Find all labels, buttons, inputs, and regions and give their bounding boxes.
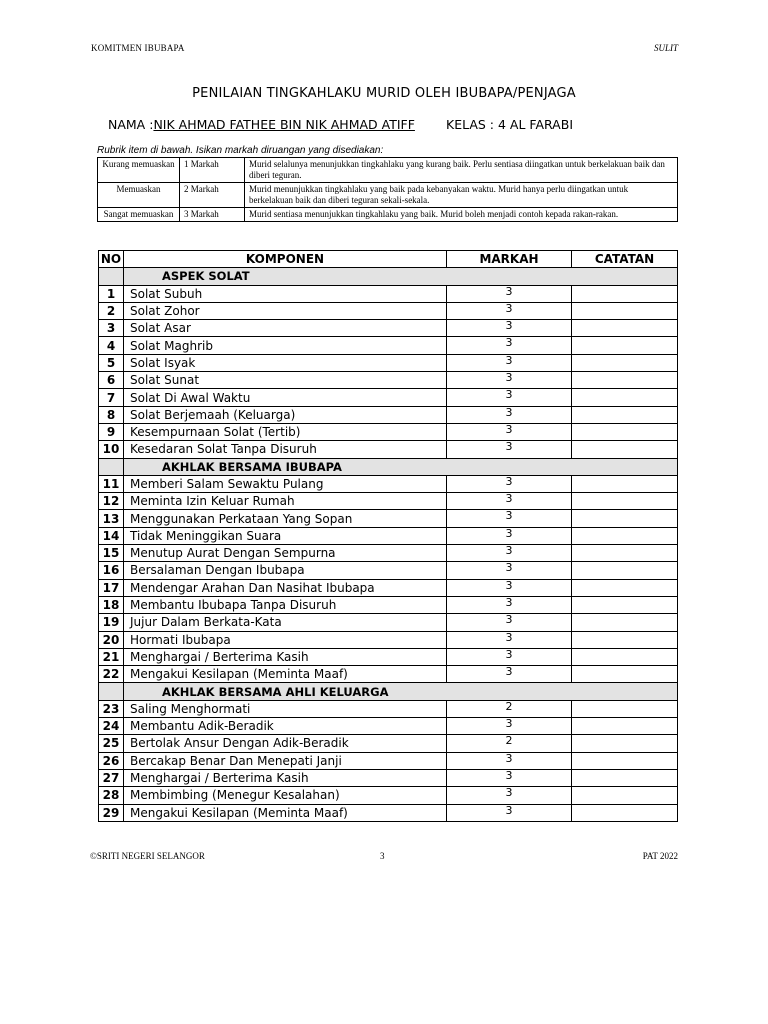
- item-mark[interactable]: 3: [447, 372, 572, 389]
- section-title: AKHLAK BERSAMA IBUBAPA: [124, 458, 678, 475]
- item-number: 27: [99, 769, 124, 786]
- item-mark[interactable]: 3: [447, 562, 572, 579]
- footer-left: ©SRITI NEGERI SELANGOR: [90, 851, 205, 861]
- item-number: 3: [99, 320, 124, 337]
- item-mark[interactable]: 3: [447, 596, 572, 613]
- item-number: 6: [99, 372, 124, 389]
- item-number: 9: [99, 423, 124, 440]
- table-row: [99, 769, 678, 786]
- item-number: 14: [99, 527, 124, 544]
- item-mark[interactable]: 3: [447, 769, 572, 786]
- item-note[interactable]: [572, 493, 678, 510]
- item-component: Menggunakan Perkataan Yang Sopan: [124, 510, 447, 527]
- item-component: Bertolak Ansur Dengan Adik-Beradik: [124, 735, 447, 752]
- item-number: 4: [99, 337, 124, 354]
- item-mark[interactable]: 3: [447, 354, 572, 371]
- item-component: Mendengar Arahan Dan Nasihat Ibubapa: [124, 579, 447, 596]
- section-row: [99, 458, 678, 475]
- item-component: Kesempurnaan Solat (Tertib): [124, 423, 447, 440]
- item-note[interactable]: [572, 406, 678, 423]
- item-number: 18: [99, 596, 124, 613]
- item-note[interactable]: [572, 787, 678, 804]
- item-mark[interactable]: 3: [447, 285, 572, 302]
- item-number: 24: [99, 718, 124, 735]
- item-number: 7: [99, 389, 124, 406]
- section-no-cell: [99, 458, 124, 475]
- table-row: [99, 614, 678, 631]
- item-mark[interactable]: 3: [447, 804, 572, 821]
- item-number: 28: [99, 787, 124, 804]
- rubric-table: [97, 157, 678, 222]
- item-mark[interactable]: 3: [447, 752, 572, 769]
- item-note[interactable]: [572, 752, 678, 769]
- item-note[interactable]: [572, 579, 678, 596]
- item-number: 22: [99, 666, 124, 683]
- table-row: [99, 475, 678, 492]
- item-note[interactable]: [572, 769, 678, 786]
- item-note[interactable]: [572, 735, 678, 752]
- item-mark[interactable]: 3: [447, 493, 572, 510]
- section-no-cell: [99, 683, 124, 700]
- item-mark[interactable]: 3: [447, 648, 572, 665]
- item-number: 15: [99, 545, 124, 562]
- item-mark[interactable]: 3: [447, 718, 572, 735]
- table-row: [99, 545, 678, 562]
- table-row: [99, 493, 678, 510]
- item-mark[interactable]: 3: [447, 441, 572, 458]
- item-component: Solat Zohor: [124, 302, 447, 319]
- header-no: NO: [99, 251, 124, 268]
- section-no-cell: [99, 268, 124, 285]
- item-note[interactable]: [572, 475, 678, 492]
- student-name-row: [108, 117, 415, 132]
- rubric-level: Sangat memuaskan: [98, 208, 180, 222]
- header-mark: MARKAH: [447, 251, 572, 268]
- table-row: [99, 579, 678, 596]
- item-component: Solat Subuh: [124, 285, 447, 302]
- item-mark[interactable]: 3: [447, 510, 572, 527]
- item-component: Solat Sunat: [124, 372, 447, 389]
- section-row: [99, 268, 678, 285]
- item-mark[interactable]: 2: [447, 735, 572, 752]
- item-number: 25: [99, 735, 124, 752]
- item-number: 8: [99, 406, 124, 423]
- table-row: [99, 372, 678, 389]
- item-number: 19: [99, 614, 124, 631]
- item-number: 13: [99, 510, 124, 527]
- item-component: Solat Berjemaah (Keluarga): [124, 406, 447, 423]
- item-number: 1: [99, 285, 124, 302]
- item-mark[interactable]: 3: [447, 320, 572, 337]
- item-note[interactable]: [572, 372, 678, 389]
- table-row: [99, 648, 678, 665]
- table-row: [99, 285, 678, 302]
- table-row: [99, 302, 678, 319]
- item-note[interactable]: [572, 648, 678, 665]
- item-mark[interactable]: 3: [447, 545, 572, 562]
- item-note[interactable]: [572, 320, 678, 337]
- item-mark[interactable]: 3: [447, 302, 572, 319]
- student-class-row: [446, 117, 573, 132]
- item-component: Menutup Aurat Dengan Sempurna: [124, 545, 447, 562]
- table-row: [99, 527, 678, 544]
- section-title: AKHLAK BERSAMA AHLI KELUARGA: [124, 683, 678, 700]
- table-row: [99, 441, 678, 458]
- item-number: 12: [99, 493, 124, 510]
- name-label: NAMA :: [108, 117, 154, 132]
- item-note[interactable]: [572, 285, 678, 302]
- table-row: [99, 700, 678, 717]
- section-row: [99, 683, 678, 700]
- item-number: 26: [99, 752, 124, 769]
- rubric-row: [98, 158, 678, 183]
- table-row: [99, 320, 678, 337]
- item-component: Meminta Izin Keluar Rumah: [124, 493, 447, 510]
- item-note[interactable]: [572, 718, 678, 735]
- assessment-table: [98, 250, 678, 822]
- item-component: Tidak Meninggikan Suara: [124, 527, 447, 544]
- item-note[interactable]: [572, 700, 678, 717]
- item-component: Menghargai / Berterima Kasih: [124, 648, 447, 665]
- header-component: KOMPONEN: [124, 251, 447, 268]
- table-row: [99, 510, 678, 527]
- item-note[interactable]: [572, 302, 678, 319]
- rubric-row: [98, 183, 678, 208]
- item-note[interactable]: [572, 337, 678, 354]
- table-header-row: [99, 251, 678, 268]
- item-component: Bercakap Benar Dan Menepati Janji: [124, 752, 447, 769]
- table-row: [99, 389, 678, 406]
- item-note[interactable]: [572, 545, 678, 562]
- item-note[interactable]: [572, 527, 678, 544]
- item-note[interactable]: [572, 562, 678, 579]
- student-class: 4 AL FARABI: [498, 117, 573, 132]
- item-number: 5: [99, 354, 124, 371]
- item-component: Solat Di Awal Waktu: [124, 389, 447, 406]
- item-note[interactable]: [572, 354, 678, 371]
- item-number: 21: [99, 648, 124, 665]
- item-number: 20: [99, 631, 124, 648]
- item-mark[interactable]: 3: [447, 666, 572, 683]
- student-name: NIK AHMAD FATHEE BIN NIK AHMAD ATIFF: [153, 117, 415, 132]
- class-label: KELAS :: [446, 117, 498, 132]
- rubric-mark: 3 Markah: [180, 208, 245, 222]
- document-title: PENILAIAN TINGKAHLAKU MURID OLEH IBUBAPA/PENJAGA: [192, 86, 576, 101]
- table-row: [99, 596, 678, 613]
- table-row: [99, 562, 678, 579]
- item-component: Saling Menghormati: [124, 700, 447, 717]
- header-left: KOMITMEN IBUBAPA: [91, 43, 185, 53]
- item-number: 29: [99, 804, 124, 821]
- rubric-level: Memuaskan: [98, 183, 180, 208]
- section-title: ASPEK SOLAT: [124, 268, 678, 285]
- table-row: [99, 354, 678, 371]
- item-mark[interactable]: 3: [447, 579, 572, 596]
- item-component: Jujur Dalam Berkata-Kata: [124, 614, 447, 631]
- table-row: [99, 423, 678, 440]
- item-number: 11: [99, 475, 124, 492]
- item-number: 2: [99, 302, 124, 319]
- item-component: Menghargai / Berterima Kasih: [124, 769, 447, 786]
- item-mark[interactable]: 3: [447, 527, 572, 544]
- item-mark[interactable]: 3: [447, 337, 572, 354]
- item-number: 16: [99, 562, 124, 579]
- item-component: Solat Maghrib: [124, 337, 447, 354]
- item-mark[interactable]: 3: [447, 406, 572, 423]
- table-row: [99, 752, 678, 769]
- rubric-description: Murid menunjukkan tingkahlaku yang baik pada kebanyakan waktu. Murid hanya perlu diingatkan untuk berkelakuan baik dan diberi teguran sekali-sekala.: [245, 183, 678, 208]
- item-note[interactable]: [572, 614, 678, 631]
- table-row: [99, 406, 678, 423]
- header-note: CATATAN: [572, 251, 678, 268]
- item-component: Kesedaran Solat Tanpa Disuruh: [124, 441, 447, 458]
- item-component: Membantu Ibubapa Tanpa Disuruh: [124, 596, 447, 613]
- item-note[interactable]: [572, 596, 678, 613]
- item-mark[interactable]: 3: [447, 423, 572, 440]
- rubric-description: Murid selalunya menunjukkan tingkahlaku yang kurang baik. Perlu sentiasa diingatkan untuk berkelakuan baik dan diberi teguran.: [245, 158, 678, 183]
- item-note[interactable]: [572, 423, 678, 440]
- item-number: 23: [99, 700, 124, 717]
- table-row: [99, 735, 678, 752]
- item-component: Mengakui Kesilapan (Meminta Maaf): [124, 804, 447, 821]
- rubric-row: [98, 208, 678, 222]
- item-component: Solat Isyak: [124, 354, 447, 371]
- item-mark[interactable]: 3: [447, 614, 572, 631]
- item-component: Bersalaman Dengan Ibubapa: [124, 562, 447, 579]
- item-note[interactable]: [572, 631, 678, 648]
- table-row: [99, 718, 678, 735]
- item-note[interactable]: [572, 441, 678, 458]
- item-note[interactable]: [572, 389, 678, 406]
- item-component: Hormati Ibubapa: [124, 631, 447, 648]
- item-mark[interactable]: 3: [447, 787, 572, 804]
- item-note[interactable]: [572, 510, 678, 527]
- rubric-mark: 2 Markah: [180, 183, 245, 208]
- table-row: [99, 666, 678, 683]
- table-row: [99, 337, 678, 354]
- item-mark[interactable]: 3: [447, 475, 572, 492]
- item-component: Membantu Adik-Beradik: [124, 718, 447, 735]
- item-component: Memberi Salam Sewaktu Pulang: [124, 475, 447, 492]
- item-number: 17: [99, 579, 124, 596]
- table-row: [99, 804, 678, 821]
- rubric-description: Murid sentiasa menunjukkan tingkahlaku yang baik. Murid boleh menjadi contoh kepada rakan-rakan.: [245, 208, 678, 222]
- item-note[interactable]: [572, 804, 678, 821]
- item-mark[interactable]: 3: [447, 389, 572, 406]
- rubric-note: Rubrik item di bawah. Isikan markah diruangan yang disediakan:: [97, 145, 384, 156]
- item-mark[interactable]: 3: [447, 631, 572, 648]
- table-row: [99, 787, 678, 804]
- item-component: Solat Asar: [124, 320, 447, 337]
- rubric-level: Kurang memuaskan: [98, 158, 180, 183]
- item-number: 10: [99, 441, 124, 458]
- footer-page-number: 3: [380, 851, 385, 861]
- item-mark[interactable]: 2: [447, 700, 572, 717]
- item-component: Mengakui Kesilapan (Meminta Maaf): [124, 666, 447, 683]
- header-right: SULIT: [653, 43, 678, 53]
- rubric-mark: 1 Markah: [180, 158, 245, 183]
- table-row: [99, 631, 678, 648]
- item-component: Membimbing (Menegur Kesalahan): [124, 787, 447, 804]
- footer-right: PAT 2022: [642, 851, 678, 861]
- item-note[interactable]: [572, 666, 678, 683]
